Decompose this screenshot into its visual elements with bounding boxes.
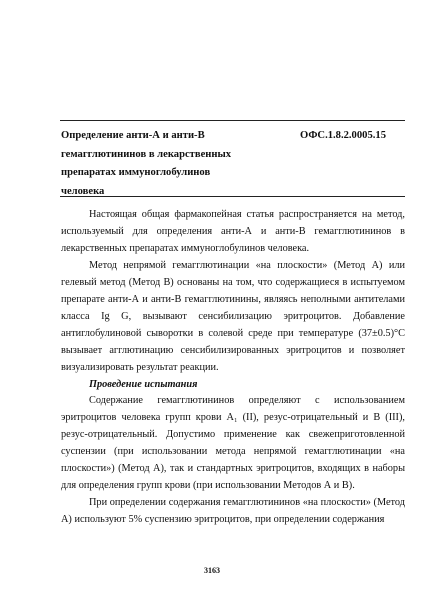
header-top-rule — [60, 120, 405, 121]
title-line: гемагглютининов в лекарственных — [61, 148, 232, 160]
title-line: Определение анти-А и анти-В — [61, 130, 205, 141]
document-code: ОФС.1.8.2.0005.15 — [299, 130, 386, 141]
paragraph-method-principle: Метод непрямой гемагглютинации «на плоскости» (Метод А) или гелевый метод (Метод В) основаны на том, что содержащиеся в испытуемом препарате анти-А и анти-В гемагглютинины, являясь неполными антителами класса Ig G, вызывают сенсибилизацию эритроцитов. Добавление антиглобулиновой сыворотки в солевой среде при температуре (37±0.5)°С вызывает агглютинацию сенсибилизированных эритроцитов и позволяет визуализировать результат реакции. — [61, 259, 405, 373]
page-number: 3163 — [204, 566, 220, 575]
title-line: человека — [61, 185, 105, 197]
document-title — [61, 127, 241, 201]
paragraph-scope: Настоящая общая фармакопейная статья распространяется на метод, используемый для определения анти-А и анти-В гемагглютининов в лекарственных препаратах иммуноглобулинов человека. — [61, 209, 405, 254]
title-line: препаратах иммуноглобулинов — [61, 167, 211, 178]
document-body — [61, 207, 405, 529]
section-heading: Проведение испытания — [89, 378, 198, 390]
paragraph-erythrocytes: Содержание гемагглютининов определяют с использованием эритроцитов человека групп крови А₁ (II), резус-отрицательный и В (III), резус-отрицательный. Допустимо применение как свежеприготовленной суспензии (при использовании метода непрямой гемагглютинации «на плоскости») (Метод А), так и стандартных эритроцитов, входящих в наборы для определения групп крови (при использовании Методов А и В). — [61, 395, 405, 492]
paragraph-method-a: При определении содержания гемагглютининов «на плоскости» (Метод А) используют 5% суспензию эритроцитов, при определении содержания — [61, 497, 405, 526]
header-bottom-rule — [60, 196, 405, 197]
